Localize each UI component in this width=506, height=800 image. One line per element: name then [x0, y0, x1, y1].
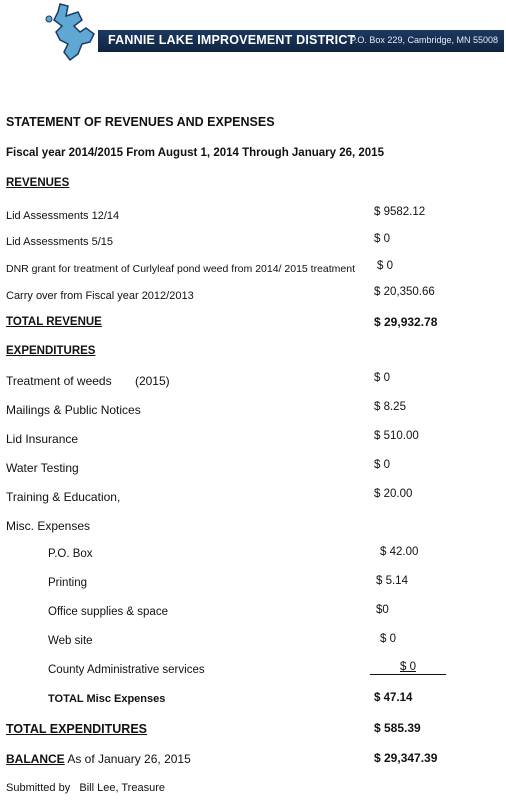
total-expenditures-label: TOTAL EXPENDITURES	[6, 722, 147, 736]
expense-item-label: Treatment of weeds (2015)	[6, 374, 170, 388]
misc-item-amount: $ 5.14	[376, 575, 408, 587]
misc-item-label: Office supplies & space	[48, 606, 168, 618]
expense-item-label: Training & Education,	[6, 490, 121, 504]
expense-item-label: Water Testing	[6, 461, 79, 475]
balance-label: BALANCE	[6, 752, 65, 766]
misc-item-label: Printing	[48, 577, 87, 589]
submitted-by: Submitted by Bill Lee, Treasure	[6, 782, 165, 794]
revenue-item-label: DNR grant for treatment of Curlyleaf pond weed from 2014/ 2015 treatment	[6, 263, 356, 275]
balance-amount: $ 29,347.39	[374, 751, 438, 765]
balance-row-label	[6, 752, 191, 766]
revenue-item-amount: $ 0	[377, 260, 393, 272]
revenue-item-amount: $ 9582.12	[374, 206, 426, 218]
district-name: FANNIE LAKE IMPROVEMENT DISTRICT	[108, 33, 356, 47]
misc-total-label: TOTAL Misc Expenses	[48, 693, 166, 705]
misc-expenses-label: Misc. Expenses	[6, 519, 91, 533]
misc-item-label: Web site	[48, 635, 93, 647]
balance-date: As of January 26, 2015	[64, 752, 191, 766]
revenue-item-label: Lid Assessments 12/14	[6, 210, 120, 222]
misc-item-label: County Administrative services	[48, 664, 205, 676]
revenue-item-label: Lid Assessments 5/15	[6, 236, 114, 248]
revenues-heading: REVENUES	[6, 177, 70, 189]
expense-item-amount: $ 0	[374, 459, 390, 471]
total-revenue-label: TOTAL REVENUE	[6, 316, 102, 328]
revenue-item-label: Carry over from Fiscal year 2012/2013	[6, 290, 194, 302]
misc-item-label: P.O. Box	[48, 548, 93, 560]
letterhead-banner	[98, 30, 504, 52]
misc-item-amount: $ 42.00	[380, 546, 419, 558]
total-expenditures-amount: $ 585.39	[374, 721, 421, 735]
expense-item-amount: $ 510.00	[374, 430, 419, 442]
expense-item-amount: $ 0	[374, 372, 390, 384]
expense-item-amount: $ 8.25	[374, 401, 406, 413]
expense-item-label: Mailings & Public Notices	[6, 403, 141, 417]
expense-item-amount: $ 20.00	[374, 488, 413, 500]
expense-item-label: Lid Insurance	[6, 432, 79, 446]
misc-total-amount: $ 47.14	[374, 692, 413, 704]
misc-item-amount: $ 0	[380, 633, 396, 645]
district-address: P.O. Box 229, Cambridge, MN 55008	[350, 35, 498, 45]
revenue-item-amount: $ 20,350.66	[374, 286, 435, 298]
total-revenue-amount: $ 29,932.78	[374, 315, 438, 329]
revenue-item-amount: $ 0	[374, 233, 390, 245]
expenditures-heading: EXPENDITURES	[6, 345, 96, 357]
statement-title: STATEMENT OF REVENUES AND EXPENSES	[6, 115, 275, 129]
misc-item-amount: $0	[376, 604, 389, 616]
misc-item-amount: $ 0	[370, 661, 446, 675]
fiscal-year-subtitle: Fiscal year 2014/2015 From August 1, 2014 Through January 26, 2015	[6, 147, 384, 159]
